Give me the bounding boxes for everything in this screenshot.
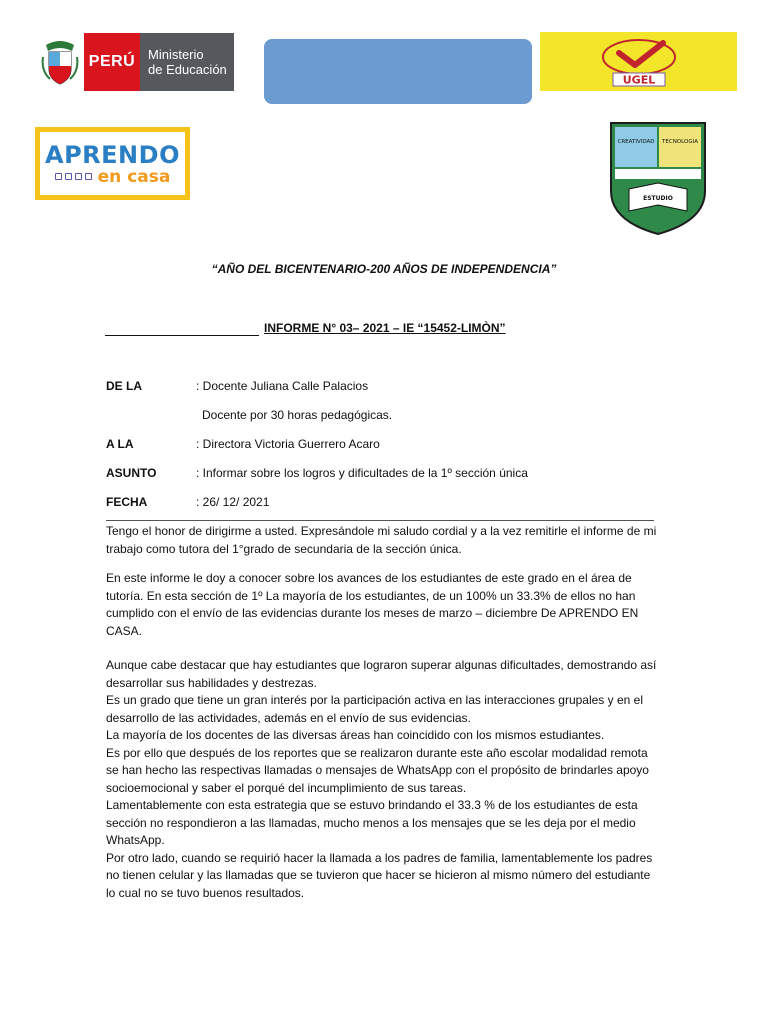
ministerio-label	[140, 33, 234, 91]
paragraph-avances	[106, 570, 662, 640]
school-crest-logo	[609, 121, 707, 236]
ugel-check-icon	[579, 35, 699, 89]
aprendo-line2: en casa	[97, 166, 171, 187]
ugel-label: UGEL	[622, 73, 655, 86]
paragraph-greeting	[106, 523, 662, 558]
year-title: “AÑO DEL BICENTENARIO-200 AÑOS DE INDEPENDENCIA”	[211, 262, 557, 276]
paragraph-3-line: Lamentablemente con esta estrategia que se estuvo brindando el 33.3 % de los estudiantes de esta sección no respondieron a las llamadas, mucho menos a los mensajes que se les deja por el medio WhatsApp.	[106, 798, 638, 847]
ministerio-line2: de Educación	[148, 62, 227, 77]
ministerio-line1: Ministerio	[148, 47, 204, 62]
field-value-horas: Docente por 30 horas pedagógicas.	[202, 408, 393, 422]
field-label-de-la: DE LA	[106, 379, 142, 393]
aprendo-dots-icon	[55, 173, 92, 180]
paragraph-3-line: La mayoría de los docentes de las diversas áreas han coincidido con los mismos estudiantes.	[106, 728, 605, 742]
paragraph-3-line: Es un grado que tiene un gran interés por la participación activa en las interacciones grupales y en el desarrollo de las actividades, además en el envío de sus evidencias.	[106, 693, 643, 725]
aprendo-line1: APRENDO	[45, 140, 180, 169]
paragraph-1: Tengo el honor de dirigirme a usted. Expresándole mi saludo cordial y a la vez remitirle el informe de mi trabajo como tutora del 1°grado de secundaria de la sección única.	[106, 524, 657, 556]
peru-coat-of-arms-icon	[36, 33, 84, 91]
header-divider	[106, 520, 654, 521]
paragraph-3-line: Es por ello que después de los reportes que se realizaron durante este año escolar modalidad remota se han hecho las respectivas llamadas o mensajes de WhatsApp con el propósito de brindarles apoyo socioemocional y saber el porqué del incumplimiento de sus tareas.	[106, 745, 649, 795]
minedu-logo	[36, 33, 234, 91]
field-value-asunto: : Informar sobre los logros y dificultades de la 1º sección única	[196, 466, 528, 480]
report-title: INFORME N° 03– 2021 – IE “15452-LIMÒN”	[264, 321, 506, 335]
field-label-a-la: A LA	[106, 437, 134, 451]
peru-brand-label: PERÚ	[84, 33, 140, 91]
school-sign-left: CREATIVIDAD	[617, 139, 655, 145]
school-book-label: ESTUDIO	[643, 195, 673, 202]
paragraph-3-line: Por otro lado, cuando se requirió hacer la llamada a los padres de familia, lamentablemente los padres no tienen celular y las llamadas que se tuvieron que hacer se hicieron al mismo número del estudiante lo cual no se tuvo buenos resultados.	[106, 850, 653, 900]
field-value-de-la: : Docente Juliana Calle Palacios	[196, 379, 369, 393]
ugel-logo	[540, 32, 737, 91]
field-value-fecha: : 26/ 12/ 2021	[196, 495, 270, 509]
field-label-asunto: ASUNTO	[106, 466, 157, 480]
school-sign-right: TECNOLOGIA	[662, 139, 698, 145]
title-underline-divider	[105, 335, 259, 336]
paragraph-3-line: Aunque cabe destacar que hay estudiantes que lograron superar algunas dificultades, demostrando así desarrollar sus habilidades y destrezas.	[106, 658, 657, 690]
paragraph-details	[106, 657, 662, 902]
blue-banner-box	[264, 39, 532, 104]
field-value-a-la: : Directora Victoria Guerrero Acaro	[196, 437, 380, 451]
field-label-fecha: FECHA	[106, 495, 148, 509]
paragraph-2: En este informe le doy a conocer sobre los avances de los estudiantes de este grado en el área de tutoría. En esta sección de 1º La mayoría de los estudiantes, de un 100% un 33.3% de ellos no han cumplido con el envío de las evidencias durante los meses de marzo – diciembre De APRENDO EN CASA.	[106, 571, 639, 638]
aprendo-en-casa-logo	[35, 127, 190, 200]
